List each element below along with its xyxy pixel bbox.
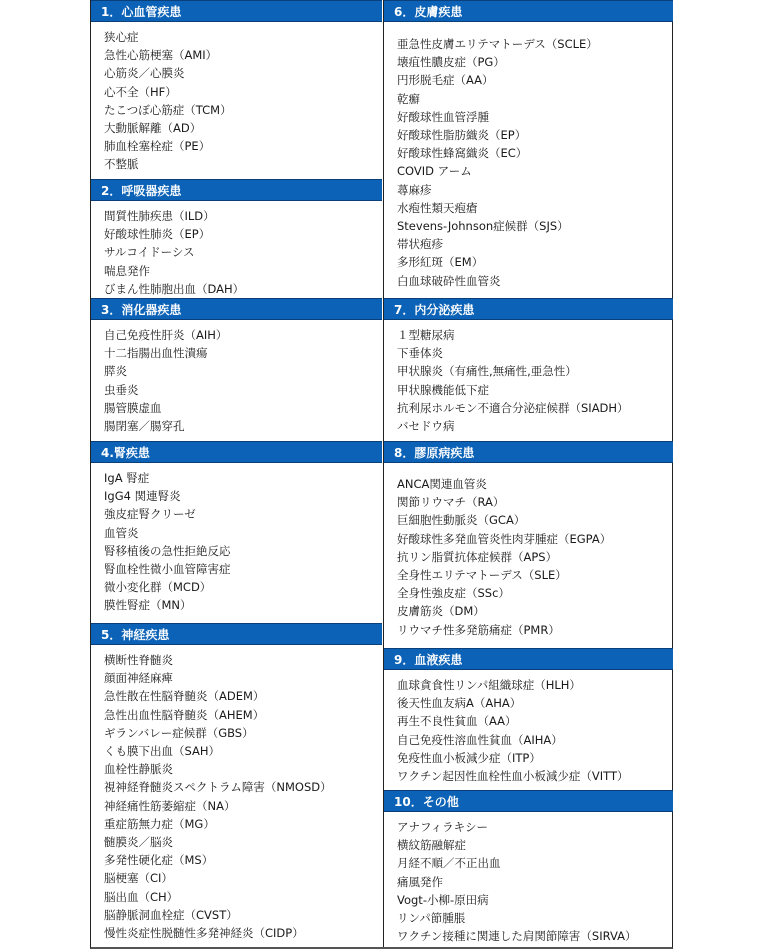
disease-item: Stevens-Johnson症候群（SJS） <box>397 219 569 234</box>
disease-item: 乾癬 <box>397 91 420 106</box>
section-header: 2．呼吸器疾患 <box>91 179 382 201</box>
disease-item: 不整脈 <box>104 157 139 172</box>
section-digestive <box>91 298 382 435</box>
disease-item: 脳出血（CH） <box>104 889 179 904</box>
disease-item: 月経不順／不正出血 <box>397 856 501 871</box>
disease-item: 免疫性血小板減少症（ITP） <box>397 750 541 765</box>
disease-item: 自己免疫性肝炎（AIH） <box>104 328 228 342</box>
disease-item: 後天性血友病A（AHA） <box>397 696 522 711</box>
disease-item: 血栓性静脈炎 <box>104 762 173 777</box>
disease-list <box>384 22 673 290</box>
disease-item: 好酸球性血管浮腫 <box>397 109 489 124</box>
disease-item: 好酸球性多発血管炎性肉芽腫症（EGPA） <box>397 531 612 546</box>
disease-item: 喘息発作 <box>104 263 150 278</box>
disease-item: 虫垂炎 <box>104 382 139 397</box>
disease-item: 十二指腸出血性潰瘍 <box>104 346 208 361</box>
disease-item: 全身性エリテマトーデス（SLE） <box>397 568 567 583</box>
disease-item: 甲状腺機能低下症 <box>397 382 489 397</box>
disease-item: 腸閉塞／腸穿孔 <box>104 419 185 434</box>
disease-item: 心不全（HF） <box>104 84 177 99</box>
disease-item: 重症筋無力症（MG） <box>104 816 215 831</box>
disease-item: 肺血栓塞栓症（PE） <box>104 139 211 154</box>
section-header: 6．皮膚疾患 <box>384 0 673 22</box>
disease-item: 脳静脈洞血栓症（CVST） <box>104 907 238 922</box>
section-header: 7．内分泌疾患 <box>384 298 673 320</box>
section-respiratory <box>91 179 382 298</box>
disease-list <box>384 463 673 639</box>
disease-item: 多形紅斑（EM） <box>397 255 484 270</box>
disease-item: びまん性肺胞出血（DAH） <box>104 281 245 296</box>
disease-item: 大動脈解離（AD） <box>104 121 202 136</box>
disease-item: ワクチン起因性血栓性血小板減少症（VITT） <box>397 769 629 784</box>
disease-item: 全身性強皮症（SSc） <box>397 586 510 601</box>
section-collagen <box>384 441 673 639</box>
disease-item: 心筋炎／心膜炎 <box>104 66 185 81</box>
disease-item: 抗リン脂質抗体症候群（APS） <box>397 549 558 564</box>
disease-item: 強皮症腎クリーゼ <box>104 507 196 522</box>
disease-item: 帯状疱疹 <box>397 237 443 252</box>
disease-list <box>384 320 673 435</box>
disease-list <box>384 812 673 945</box>
disease-item: 顔面神経麻痺 <box>104 671 173 686</box>
disease-item: 膜性腎症（MN） <box>104 598 192 613</box>
disease-item: 多発性硬化症（MS） <box>104 853 214 868</box>
section-header: 9．血液疾患 <box>384 648 673 670</box>
disease-item: 神経痛性筋萎縮症（NA） <box>104 798 236 813</box>
disease-item: 脳梗塞（CI） <box>104 871 173 886</box>
disease-item: 微小変化群（MCD） <box>104 580 212 595</box>
disease-item: 再生不良性貧血（AA） <box>397 714 517 729</box>
disease-item: 狭心症 <box>104 30 139 44</box>
disease-item: 関節リウマチ（RA） <box>397 495 505 510</box>
disease-item: 水疱性類天疱瘡 <box>397 200 478 215</box>
section-header: 10．その他 <box>384 790 673 812</box>
disease-item: たこつぼ心筋症（TCM） <box>104 102 232 117</box>
disease-item: 皮膚筋炎（DM） <box>397 604 485 619</box>
disease-item: １型糖尿病 <box>397 328 455 342</box>
disease-item: バセドウ病 <box>397 419 455 434</box>
disease-category-table <box>90 0 673 949</box>
disease-item: 慢性炎症性脱髄性多発神経炎（CIDP） <box>104 926 304 941</box>
disease-item: 蕁麻疹 <box>397 182 432 197</box>
section-hematological <box>384 648 673 785</box>
disease-item: くも膜下出血（SAH） <box>104 744 221 759</box>
disease-list <box>91 463 382 615</box>
disease-item: 甲状腺炎（有痛性,無痛性,亜急性） <box>397 364 577 379</box>
disease-item: 急性散在性脳脊髄炎（ADEM） <box>104 689 265 704</box>
disease-item: 視神経脊髄炎スペクトラム障害（NMOSD） <box>104 780 332 795</box>
section-other <box>384 790 673 945</box>
disease-list <box>384 670 673 785</box>
section-cardiovascular <box>91 0 382 174</box>
section-dermatological <box>384 0 673 290</box>
disease-item: 膵炎 <box>104 364 127 379</box>
disease-item: IgA 腎症 <box>104 471 150 485</box>
section-renal <box>91 441 382 615</box>
disease-item: 横断性脊髄炎 <box>104 653 173 667</box>
disease-item: 好酸球性蜂窩織炎（EC） <box>397 146 528 161</box>
disease-item: 壊疽性膿皮症（PG） <box>397 55 505 70</box>
disease-list <box>91 320 382 435</box>
disease-item: 好酸球性脂肪織炎（EP） <box>397 128 527 143</box>
disease-item: ワクチン接種に関連した肩関節障害（SIRVA） <box>397 929 637 944</box>
disease-item: 血管炎 <box>104 525 139 540</box>
disease-item: 痛風発作 <box>397 874 443 889</box>
disease-item: 好酸球性肺炎（EP） <box>104 227 211 242</box>
disease-item: 横紋筋融解症 <box>397 838 466 853</box>
disease-item: 腎移植後の急性拒絶反応 <box>104 543 231 558</box>
disease-item: Vogt-小柳-原田病 <box>397 892 489 907</box>
section-header: 3．消化器疾患 <box>91 298 382 320</box>
disease-item: ギランバレー症候群（GBS） <box>104 725 254 740</box>
disease-item: 腸管膜虚血 <box>104 400 162 415</box>
disease-item: 間質性肺疾患（ILD） <box>104 209 215 223</box>
section-neurological <box>91 623 382 942</box>
disease-item: リンパ節腫脹 <box>397 911 466 926</box>
disease-item: 血球貪食性リンパ組織球症（HLH） <box>397 678 581 692</box>
disease-item: 下垂体炎 <box>397 346 443 361</box>
disease-item: アナフィラキシー <box>397 820 488 834</box>
section-header: 8．膠原病疾患 <box>384 441 673 463</box>
disease-item: 急性出血性脳脊髄炎（AHEM） <box>104 707 265 722</box>
disease-item: ANCA関連血管炎 <box>397 477 487 491</box>
disease-item: IgG4 関連腎炎 <box>104 489 181 504</box>
disease-item: 抗利尿ホルモン不適合分泌症候群（SIADH） <box>397 400 629 415</box>
disease-item: 白血球破砕性血管炎 <box>397 273 501 288</box>
disease-item: サルコイドーシス <box>104 245 195 260</box>
disease-item: 腎血栓性微小血管障害症 <box>104 562 231 577</box>
disease-item: 髄膜炎／脳炎 <box>104 835 173 850</box>
section-header: 5．神経疾患 <box>91 623 382 645</box>
disease-item: リウマチ性多発筋痛症（PMR） <box>397 622 560 637</box>
disease-item: 急性心筋梗塞（AMI） <box>104 48 218 63</box>
disease-item: COVID アーム <box>397 164 472 179</box>
section-endocrine <box>384 298 673 435</box>
disease-list <box>91 22 382 174</box>
disease-item: 自己免疫性溶血性貧血（AIHA） <box>397 732 563 747</box>
disease-item: 巨細胞性動脈炎（GCA） <box>397 513 526 528</box>
disease-list <box>91 645 382 942</box>
section-header: 4.腎疾患 <box>91 441 382 463</box>
disease-item: 円形脱毛症（AA） <box>397 73 494 88</box>
disease-list <box>91 201 382 298</box>
disease-item: 亜急性皮膚エリテマトーデス（SCLE） <box>397 37 598 51</box>
section-header: 1．心血管疾患 <box>91 0 382 22</box>
